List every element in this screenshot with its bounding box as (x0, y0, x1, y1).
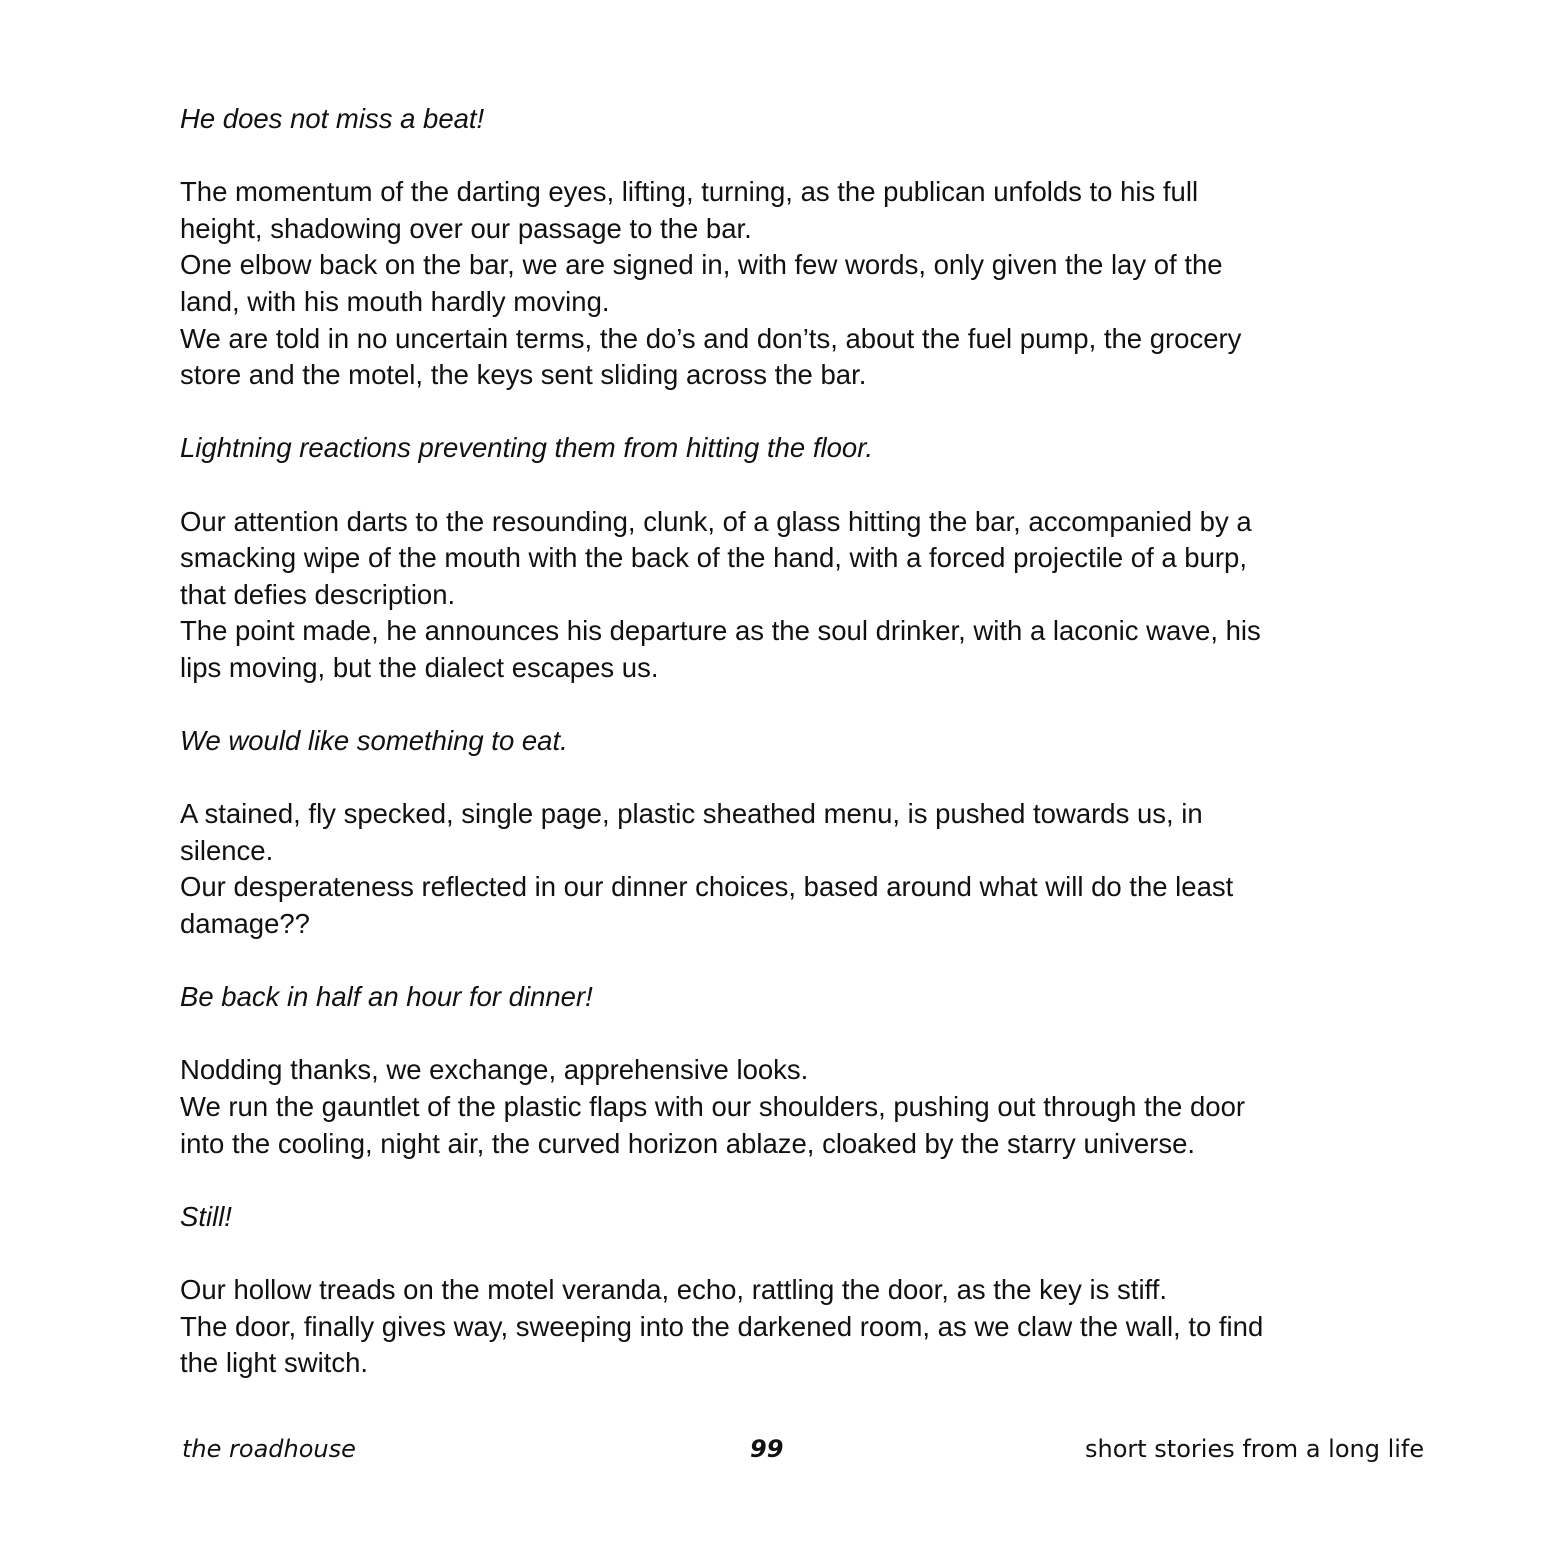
page-number: 99 (750, 1435, 784, 1463)
text-line: Our hollow treads on the motel veranda, echo, rattling the door, as the key is stiff. (180, 1274, 1167, 1305)
footer-book-title: short stories from a long life (1085, 1435, 1425, 1463)
text-line: A stained, fly specked, single page, plastic sheathed menu, is pushed towards us, in (180, 798, 1203, 830)
italic-line: Be back in half an hour for dinner! (180, 981, 593, 1013)
text-line: store and the motel, the keys sent sliding across the bar. (180, 359, 867, 391)
paragraph-gap (180, 943, 1410, 980)
text-line: Our attention darts to the resounding, clunk, of a glass hitting the bar, accompanied by a (180, 505, 1252, 537)
text-line: land, with his mouth hardly moving. (180, 285, 610, 317)
text-line: Our desperateness reflected in our dinner choices, based around what will do the least (180, 871, 1234, 903)
text-line: silence. (180, 834, 274, 866)
paragraph-gap (180, 687, 1410, 724)
paragraph-gap (180, 138, 1410, 175)
paragraph-gap (180, 1235, 1410, 1272)
italic-line: We would like something to eat. (180, 725, 568, 757)
paragraph-gap (180, 1162, 1410, 1199)
paragraph-gap (180, 467, 1410, 504)
italic-line: He does not miss a beat! (180, 103, 485, 134)
paragraph-gap (180, 760, 1410, 797)
text-line: height, shadowing over our passage to the bar. (180, 212, 752, 244)
text-line: smacking wipe of the mouth with the back of the hand, with a forced projectile of a burp, (180, 542, 1247, 574)
text-line: The door, finally gives way, sweeping into the darkened room, as we claw the wall, to find (180, 1310, 1264, 1342)
text-line: One elbow back on the bar, we are signed in, with few words, only given the lay of the (180, 249, 1223, 281)
text-line: Nodding thanks, we exchange, apprehensive looks. (180, 1054, 809, 1086)
italic-line: Still! (180, 1200, 232, 1232)
text-line: The point made, he announces his departure as the soul drinker, with a laconic wave, his (180, 615, 1261, 647)
text-line: into the cooling, night air, the curved horizon ablaze, cloaked by the starry universe. (180, 1127, 1196, 1159)
paragraph-gap (180, 394, 1410, 431)
paragraph-gap (180, 1016, 1410, 1053)
text-line: lips moving, but the dialect escapes us. (180, 651, 659, 683)
text-line: that defies description. (180, 578, 456, 610)
footer-chapter-title: the roadhouse (182, 1435, 356, 1463)
story-text (180, 101, 1410, 1382)
text-line: damage?? (180, 908, 310, 940)
text-line: The momentum of the darting eyes, lifting, turning, as the publican unfolds to his full (180, 176, 1199, 208)
text-line: We run the gauntlet of the plastic flaps with our shoulders, pushing out through the door (180, 1091, 1246, 1123)
italic-line: Lightning reactions preventing them from hitting the floor. (180, 432, 873, 464)
text-line: the light switch. (180, 1347, 369, 1379)
text-line: We are told in no uncertain terms, the do’s and don’ts, about the fuel pump, the grocery (180, 322, 1242, 354)
